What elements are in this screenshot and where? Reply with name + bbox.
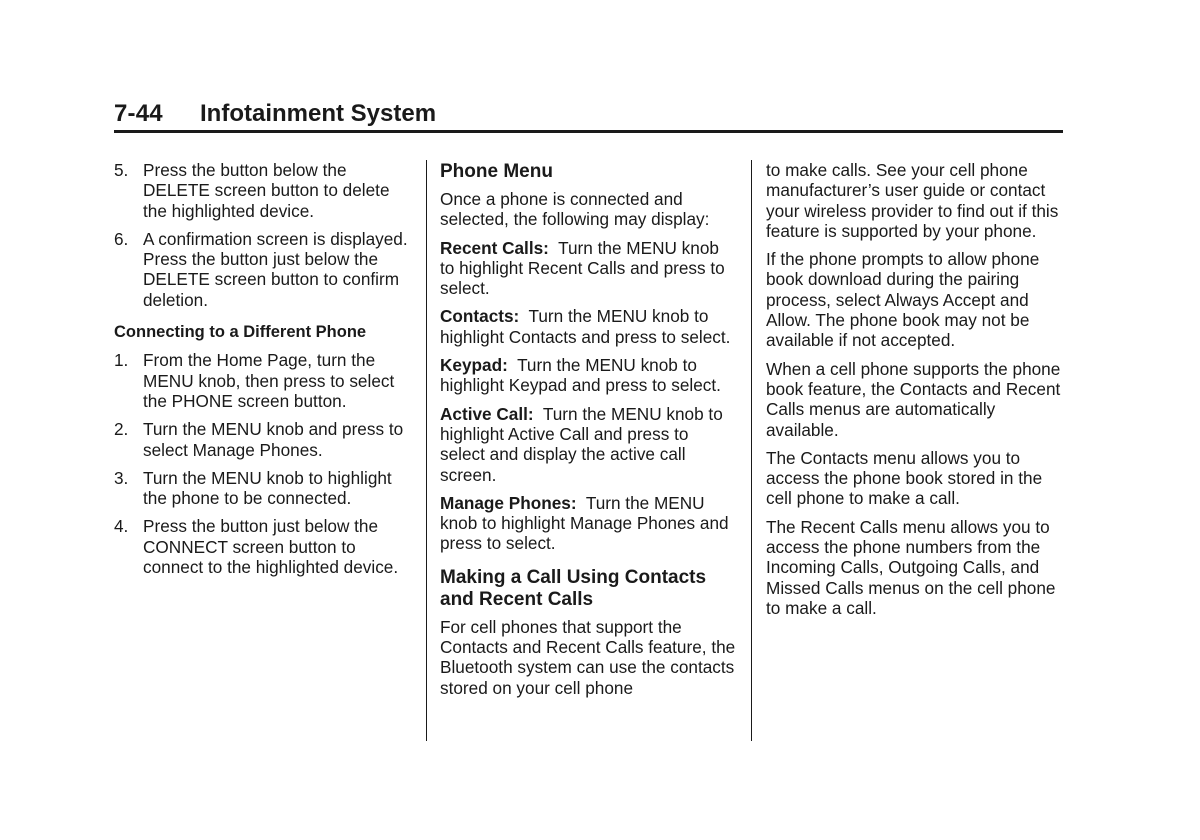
term: Keypad: [440, 355, 508, 376]
definition: Turn the MENU knob to highlight Manage Phones and press to select. [440, 492, 729, 554]
column-3 [766, 160, 1066, 626]
heading-making-a-call: Making a Call Using Contacts and Recent Calls [440, 566, 707, 610]
step-number: 5. [114, 160, 129, 180]
term: Contacts: [440, 306, 520, 327]
definition-item [440, 306, 738, 347]
list-item [114, 468, 416, 509]
column-2 [440, 160, 738, 706]
definition: Turn the MENU knob to highlight Recent Calls and press to select. [440, 237, 725, 299]
paragraph: When a cell phone supports the phone book feature, the Contacts and Recent Calls menus are automatically available. [766, 358, 1061, 440]
definition-item [440, 404, 738, 485]
definition: Turn the MENU knob to highlight Active Call and press to select and display the active call screen. [440, 403, 723, 485]
paragraph: The Contacts menu allows you to access the phone book stored in the cell phone to make a call. [766, 447, 1043, 509]
list-item [114, 516, 416, 577]
step-text: Press the button just below the CONNECT screen button to connect to the highlighted device. [143, 516, 399, 578]
paragraph: to make calls. See your cell phone manufacturer’s user guide or contact your wireless provider to find out if this feature is supported by your phone. [766, 160, 1059, 241]
term: Manage Phones: [440, 492, 577, 513]
section-title: Infotainment System [200, 100, 437, 127]
list-item [114, 160, 416, 221]
list-item [114, 229, 416, 310]
step-text: A confirmation screen is displayed. Press the button just below the DELETE screen button to confirm deletion. [143, 228, 408, 310]
definition-item [440, 355, 738, 396]
column-divider [751, 160, 752, 741]
step-number: 4. [114, 516, 129, 537]
definition-item [440, 238, 738, 299]
intro-paragraph: Once a phone is connected and selected, the following may display: [440, 189, 710, 230]
heading-phone-menu: Phone Menu [440, 161, 553, 182]
step-number: 2. [114, 419, 129, 440]
step-number: 6. [114, 228, 129, 249]
step-number: 3. [114, 467, 129, 488]
definition: Turn the MENU knob to highlight Keypad and press to select. [440, 355, 721, 396]
term: Active Call: [440, 403, 534, 424]
list-item [114, 350, 416, 411]
list-item [114, 419, 416, 460]
paragraph: For cell phones that support the Contacts and Recent Calls feature, the Bluetooth system can use the contacts stored on your cell phone [440, 616, 736, 698]
page-number: 7-44 [114, 100, 163, 127]
step-number: 1. [114, 350, 129, 371]
column-divider [426, 160, 427, 741]
definition-item [440, 493, 738, 554]
step-text: Turn the MENU knob and press to select Manage Phones. [143, 419, 404, 460]
column-1 [114, 160, 416, 585]
definition: Turn the MENU knob to highlight Contacts and press to select. [440, 306, 731, 347]
term: Recent Calls: [440, 237, 549, 258]
step-text: Press the button below the DELETE screen button to delete the highlighted device. [143, 160, 390, 221]
step-text: Turn the MENU knob to highlight the phone to be connected. [143, 467, 392, 509]
paragraph: The Recent Calls menu allows you to access the phone numbers from the Incoming Calls, Outgoing Calls, and Missed Calls menus on the cell phone to make a call. [766, 516, 1056, 618]
step-text: From the Home Page, turn the MENU knob, then press to select the PHONE screen button. [143, 350, 395, 411]
page-header [114, 100, 1063, 133]
subheading: Connecting to a Different Phone [114, 323, 367, 342]
paragraph: If the phone prompts to allow phone book download during the pairing process, select Always Accept and Allow. The phone book may not be available if not accepted. [766, 249, 1040, 351]
